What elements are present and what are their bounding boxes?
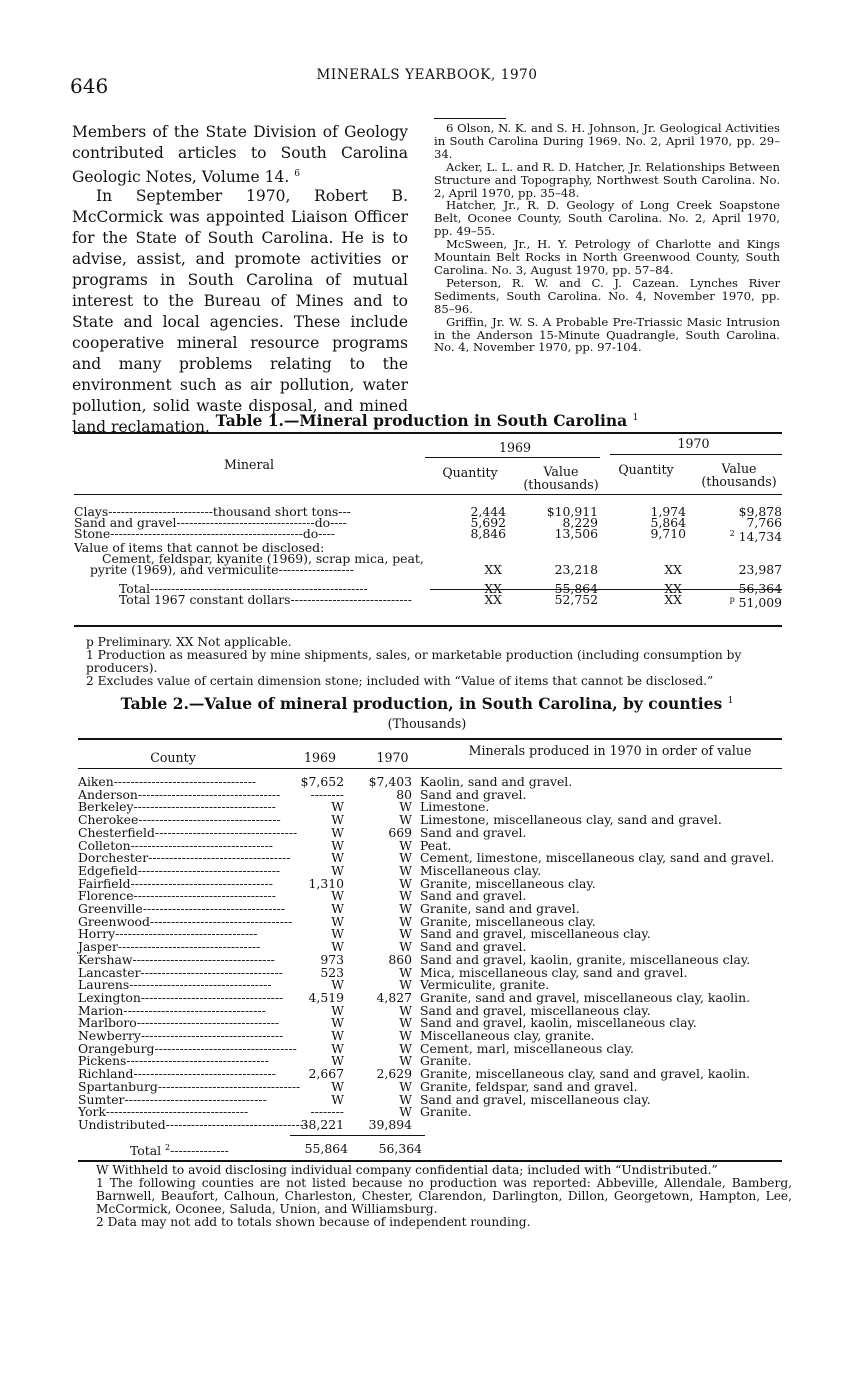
table-cell: W (399, 837, 412, 853)
table-cell: W (331, 824, 344, 840)
table-cell: Granite, miscellaneous clay. (420, 875, 596, 891)
table2-header-1969: 1969 (303, 750, 337, 765)
table-row: Sand and gravel---------------------------------do---- 5,692 8,229 5,864 7,766 (74, 515, 782, 530)
table-cell: Sand and gravel, kaolin, miscellaneous clay. (420, 1015, 697, 1031)
footnote: Acker, L. L. and R. D. Hatcher, Jr. Relationships Between Structure and Topography, Northwest South Carolina. No. 2, April 1970, pp. 35–48. (434, 159, 780, 200)
table-cell: 39,894 (368, 1116, 412, 1132)
table-cell: W (331, 888, 344, 904)
rule (425, 457, 600, 458)
table-cell: W (331, 939, 344, 955)
table-cell: Newberry---------------------------------- (78, 1028, 284, 1044)
table-cell: Greenville---------------------------------- (78, 901, 286, 917)
table-cell: Chesterfield---------------------------------- (78, 824, 298, 840)
rule (290, 1135, 425, 1136)
table-cell: W (331, 837, 344, 853)
table-cell: W (331, 977, 344, 993)
table-cell: Cement, limestone, miscellaneous clay, sand and gravel. (420, 850, 775, 866)
table2-header-1970: 1970 (376, 750, 409, 765)
table-cell: Greenwood---------------------------------- (78, 913, 293, 929)
table-cell: Granite, feldspar, sand and gravel. (420, 1078, 638, 1094)
table2-header-minerals: Minerals produced in 1970 in order of value (468, 743, 752, 758)
table-cell: W (331, 1053, 344, 1069)
table-cell: Granite, miscellaneous clay. (420, 913, 596, 929)
table-cell: W (399, 812, 412, 828)
table2-total-1969: 55,864 (304, 1141, 348, 1156)
table-cell: $7,403 (368, 774, 412, 789)
table-cell (420, 1119, 790, 1132)
table-cell: W (331, 1015, 344, 1031)
table-cell: W (331, 1040, 344, 1056)
table-cell: Undistributed---------------------------------- (78, 1116, 309, 1132)
table-cell: W (399, 1002, 412, 1018)
table-cell: 523 (320, 964, 344, 980)
table-cell: W (331, 812, 344, 828)
table-cell: W (399, 977, 412, 993)
table-cell: Peat. (420, 837, 452, 853)
table-cell: 2,667 (308, 1066, 344, 1082)
table-cell: W (399, 1104, 412, 1120)
table-cell: W (399, 862, 412, 878)
table-cell: Limestone, miscellaneous clay, sand and gravel. (420, 812, 722, 828)
table-cell: Sand and gravel. (420, 786, 527, 802)
table-cell: 4,827 (376, 989, 412, 1005)
table-cell: 2,629 (376, 1066, 412, 1082)
table-cell: Granite. (420, 1104, 472, 1120)
table-cell: W (331, 1028, 344, 1044)
footnote: Griffin, Jr. W. S. A Probable Pre-Triassic Masic Intrusion in the Anderson 15-Minute Quadrangle, South Carolina. No. 4, November 1970, pp. 97-104. (434, 314, 780, 355)
table-cell: Granite. (420, 1053, 472, 1069)
table-cell: W (399, 1040, 412, 1056)
table1-header-1969: 1969 (498, 440, 532, 455)
table2-header-county: County (150, 750, 196, 765)
table-row: Value of items that cannot be disclosed: (74, 540, 325, 556)
table-cell: W (331, 799, 344, 815)
table-cell: Granite, sand and gravel. (420, 901, 580, 917)
table-cell: W (399, 1015, 412, 1031)
table1-header-mineral: Mineral (224, 457, 275, 472)
table-cell: W (399, 926, 412, 942)
table-cell: W (399, 1078, 412, 1094)
footnote: 6 Olson, N. K. and S. H. Johnson, Jr. Geological Activities in South Carolina During 1969. No. 2, April 1970, pp. 29–34. (434, 121, 780, 161)
table-cell: W (399, 939, 412, 955)
table-cell: 4,519 (308, 989, 344, 1005)
table-row: Cement, feldspar, kyanite (1969), scrap mica, peat, (102, 551, 424, 567)
table-cell: Mica, miscellaneous clay, sand and gravel. (420, 964, 688, 980)
table-cell: Sand and gravel, miscellaneous clay. (420, 926, 651, 942)
table-cell: Marion---------------------------------- (78, 1002, 266, 1018)
table-cell: 1,310 (308, 875, 344, 891)
table-cell: Sand and gravel. (420, 824, 527, 840)
table-cell: -------- (310, 1104, 344, 1120)
table-row: Clays-------------------------thousand short tons--- 2,444 $10,911 1,974 $9,878 (74, 504, 782, 519)
table-cell: W (399, 913, 412, 929)
table-cell: Sand and gravel, kaolin, granite, miscellaneous clay. (420, 951, 751, 967)
table-cell: Dorchester---------------------------------- (78, 850, 291, 866)
footnote-rule (434, 118, 506, 119)
table-cell: Florence---------------------------------- (78, 888, 276, 904)
table-cell: Laurens---------------------------------- (78, 977, 272, 993)
table-cell: 38,221 (300, 1116, 344, 1132)
table-row: pyrite (1969), and vermiculite------------------ XX 23,218 XX 23,987 (90, 562, 782, 578)
rule (430, 589, 782, 590)
table-cell: Horry---------------------------------- (78, 926, 258, 942)
table1 (74, 504, 782, 611)
table-cell: Marlboro---------------------------------- (78, 1015, 280, 1031)
rule (78, 768, 782, 769)
table1-header-quantity: Quantity (442, 465, 498, 480)
rule (74, 625, 782, 627)
table-cell: W (399, 799, 412, 815)
running-head: MINERALS YEARBOOK, 1970 (316, 67, 538, 83)
table-cell: Miscellaneous clay, granite. (420, 1028, 595, 1044)
table-cell: W (399, 850, 412, 866)
table-cell: Cherokee---------------------------------- (78, 812, 281, 828)
table-cell: Sand and gravel, miscellaneous clay. (420, 1002, 651, 1018)
rule (74, 494, 782, 495)
footnote: Hatcher, Jr., R. D. Geology of Long Creek Soapstone Belt, Oconee County, South Carolina. No. 2, April 1970, pp. 49–55. (434, 198, 780, 239)
table-cell: W (399, 1091, 412, 1107)
rule (78, 1160, 782, 1162)
table-cell: W (399, 964, 412, 980)
table-cell: 669 (388, 824, 412, 840)
table1-header-value-1970: Value (thousands) (701, 461, 777, 489)
table-cell: Vermiculite, granite. (420, 977, 550, 993)
table2-total-1970: 56,364 (378, 1141, 422, 1156)
table-cell: Spartanburg---------------------------------- (78, 1078, 301, 1094)
table-cell: W (399, 1028, 412, 1044)
table-row: Total---------------------------------------------------- XX 55,864 XX 56,364 (119, 581, 782, 597)
table-cell: Sumter---------------------------------- (78, 1091, 267, 1107)
footnote: McSween, Jr., H. Y. Petrology of Charlotte and Kings Mountain Belt Rocks in North Greenwood County, South Carolina. No. 3, August 1970, pp. 57–84. (434, 237, 780, 277)
table-cell: W (331, 850, 344, 866)
table-cell: Aiken---------------------------------- (78, 774, 257, 789)
table-cell: Orangeburg---------------------------------- (78, 1040, 297, 1056)
table-cell: W (331, 901, 344, 917)
rule (78, 738, 782, 740)
footnote-ref: 6 (294, 169, 300, 179)
table2 (78, 776, 790, 1132)
table-cell: Edgefield---------------------------------- (78, 862, 281, 878)
table-cell: Sand and gravel. (420, 939, 527, 955)
table-cell: York---------------------------------- (78, 1104, 249, 1120)
page-number: 646 (70, 74, 109, 98)
table-cell: 80 (396, 786, 412, 802)
table1-header-1970: 1970 (677, 436, 710, 451)
table-row (78, 1119, 790, 1132)
table-cell: Miscellaneous clay. (420, 862, 542, 878)
table-cell: Berkeley---------------------------------- (78, 799, 276, 815)
footnote: Peterson, R. W. and C. J. Cazean. Lynches River Sediments, South Carolina. No. 4, November 1970, pp. 85–96. (434, 275, 780, 316)
table-cell: W (399, 901, 412, 917)
table-cell: Anderson---------------------------------- (78, 786, 281, 802)
table-cell: $7,652 (300, 774, 344, 789)
table-cell: Granite, sand and gravel, miscellaneous clay, kaolin. (420, 989, 751, 1005)
table-cell: W (331, 1091, 344, 1107)
table-cell: W (331, 862, 344, 878)
table-cell: -------- (310, 786, 344, 802)
table1-notes: p Preliminary. XX Not applicable. 1 Production as measured by mine shipments, sales, or marketable production (including consumption by producers). 2 Excludes value of certain dimension stone; included with “Value of items that cannot be disclosed.” (86, 635, 742, 688)
table-cell: 860 (388, 951, 412, 967)
table2-notes: W Withheld to avoid disclosing individual company confidential data; included with “Undistributed.” 1 The following counties are not listed because no production was reported: Abbeville, Allendale, Bamberg, Barnwell, Beaufort, Calhoun, Charleston, Chester, Clarendon, Darlington, Dillon, Georgetown, Hampton, Lee, McCormick, Oconee, Saluda, Union, and Williamsburg. 2 Data may not add to totals shown because of independent rounding. (96, 1163, 792, 1229)
body-paragraph-1: Members of the State Division of Geology contributed articles to South Carolina Geologic Notes, Volume 14. $^6$ (72, 123, 408, 187)
table-cell: Colleton---------------------------------- (78, 837, 273, 853)
table-cell: Kershaw---------------------------------- (78, 951, 275, 967)
table2-total-label: Total $^2$-------------- (130, 1143, 229, 1159)
table-cell: Granite, miscellaneous clay, sand and gravel, kaolin. (420, 1066, 751, 1082)
table-cell: Lancaster---------------------------------- (78, 964, 283, 980)
table-cell: Lexington---------------------------------- (78, 989, 284, 1005)
table2-title: Table 2.—Value of mineral production, in South Carolina, by counties $^1$ (120, 694, 734, 713)
table-cell: 973 (320, 951, 344, 967)
body-paragraph-2: In September 1970, Robert B. McCormick was appointed Liaison Officer for the State of South Carolina. He is to advise, assist, and promote activities or programs in South Carolina of mutual interest to the Bureau of Mines and to State and local agencies. These include cooperative mineral resource programs and many problems relating to the environment such as air pollution, water pollution, solid waste disposal, and mined land reclamation. (72, 187, 408, 436)
table-cell: W (331, 1078, 344, 1094)
table1-top-rule (74, 432, 782, 434)
table1-header-quantity-1970: Quantity (618, 462, 674, 477)
table-cell: W (399, 1053, 412, 1069)
footnotes-column (434, 118, 780, 354)
table-cell: Richland---------------------------------- (78, 1066, 276, 1082)
table-cell: W (399, 875, 412, 891)
table-cell: Cement, marl, miscellaneous clay. (420, 1040, 634, 1056)
table-cell: Sand and gravel, miscellaneous clay. (420, 1091, 651, 1107)
table-cell: Sand and gravel. (420, 888, 527, 904)
table-cell: Fairfield---------------------------------- (78, 875, 273, 891)
table-cell: W (331, 913, 344, 929)
table-cell: Jasper---------------------------------- (78, 939, 261, 955)
table-cell: W (331, 926, 344, 942)
table-cell: W (331, 1002, 344, 1018)
table-row: Total 1967 constant dollars----------------------------- XX 52,752 XX $^p$ 51,009 (119, 592, 782, 611)
table1-header-value: Value (thousands) (523, 464, 599, 492)
rule (610, 454, 782, 455)
table-cell: W (399, 888, 412, 904)
table-cell: Limestone. (420, 799, 490, 815)
table2-subtitle: (Thousands) (387, 716, 467, 731)
table1-title: Table 1.—Mineral production in South Carolina $^1$ (215, 411, 639, 430)
table-cell: Kaolin, sand and gravel. (420, 774, 573, 789)
table-row: Stone----------------------------------------------do---- 8,846 13,506 9,710 $^2$ 14,734 (74, 526, 782, 545)
table-cell: Pickens---------------------------------- (78, 1053, 269, 1069)
